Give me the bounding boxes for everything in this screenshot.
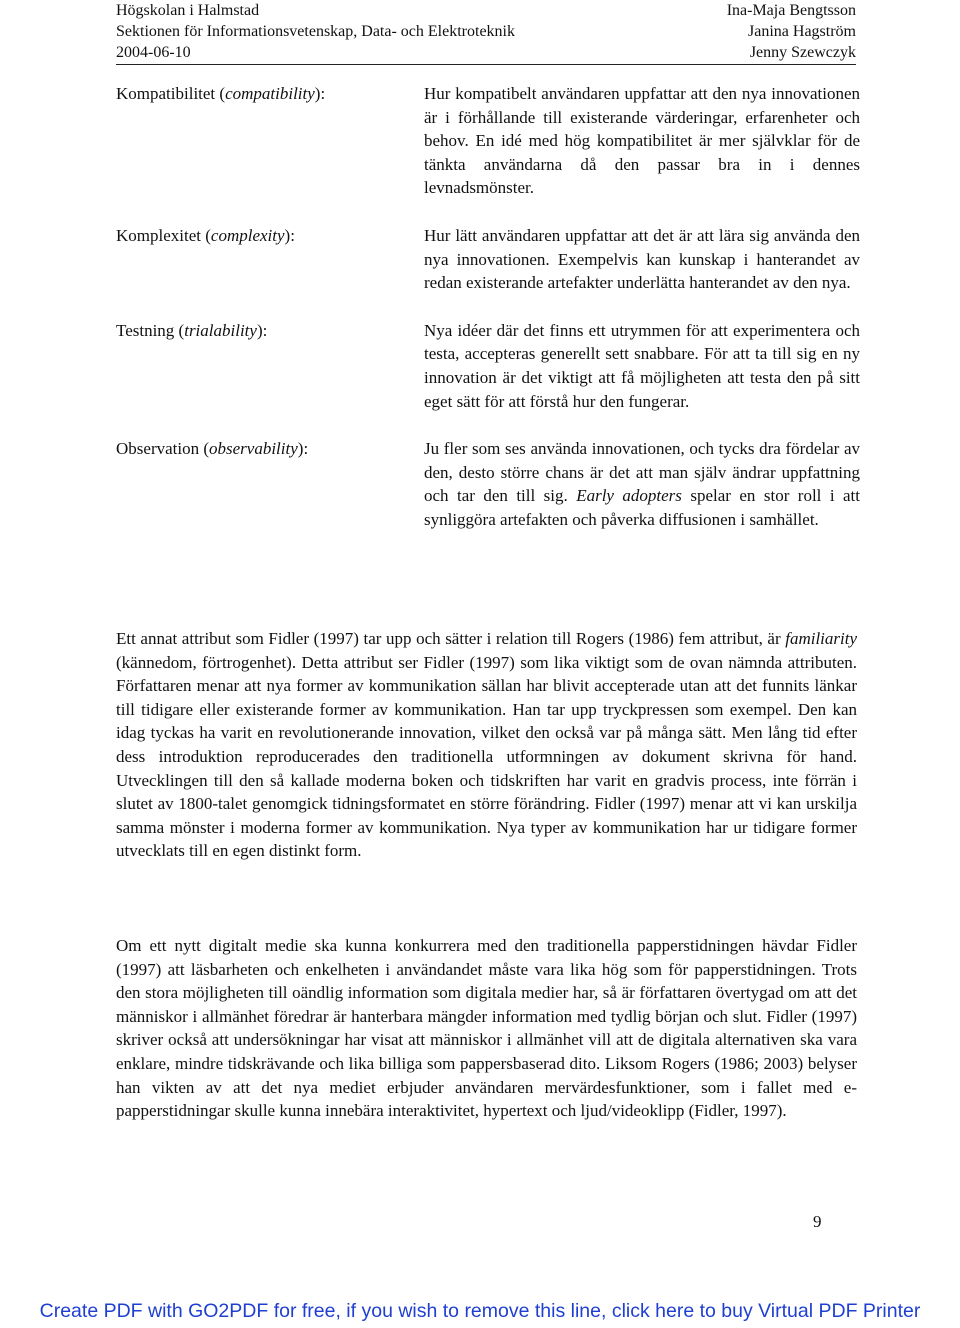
go2pdf-footer-link[interactable]: Create PDF with GO2PDF for free, if you wish to remove this line, click here to buy Virtual PDF Printer — [39, 1300, 921, 1322]
term-definition: Nya idéer där det finns ett utrymmen för att experimentera och testa, accepteras generellt sett snabbare. För att ta till sig en ny innovation är det viktigt att få möjligheten att testa den på sitt eget sätt för att förstå hur den fungerar. — [424, 320, 860, 411]
header-university: Högskolan i Halmstad — [116, 2, 260, 19]
term-compatibility — [116, 82, 860, 200]
header-author-2: Janina Hagström — [748, 23, 856, 40]
header-right — [727, 0, 856, 63]
term-trialability — [116, 319, 860, 413]
page-header — [116, 0, 856, 65]
term-observability — [116, 437, 860, 531]
paragraph-familiarity: Ett annat attribut som Fidler (1997) tar upp och sätter i relation till Rogers (1986) fem attribut, är familiarity (kännedom, förtrogenhet). Detta attribut ser Fidler (1997) som lika viktigt som de ovan nämnda attributen. Författaren menar att nya former av kommunikation sällan har blivit accepterade utan att det funnits länkar till tidigare eller existerande former av kommunikation. Han tar upp tryckpressen som exempel. Den kan idag tyckas ha varit en revolutionerande innovation, vilket den också var på många sätt. Men lång tid efter dess introduktion reproducerades den traditionella utformningen av dokument skrivna för hand. Utvecklingen till den så kallade moderna boken och tidskriften har varit en gradvis process, inte förrän i slutet av 1800-talet genomgick tidningsformatet en större förändring. Fidler (1997) menar att vi kan urskilja samma mönster i moderna former av kommunikation. Nya typer av kommunikation har ur tidigare former utvecklats till en egen distinkt form. — [116, 629, 857, 861]
paragraph-digital-media: Om ett nytt digitalt medie ska kunna konkurrera med den traditionella papperstidningen hävdar Fidler (1997) att läsbarheten och enkelheten i användandet måste vara lika hög som för papperstidningen. Trots den stora möjligheten till oändlig information som digitala medier har, så är författaren övertygad om att det människor i allmänhet föredrar är hanterbara mängder information med tydlig början och slut. Fidler (1997) skriver också att undersökningar har visat att människor i allmänhet vill att de digitala alternativen ska vara enklare, mindre tidskrävande och lika billiga som pappersbaserad dito. Liksom Rogers (1986; 2003) belyser han vikten av att det nya mediet erbjuder användaren mervärdesfunktioner, som i fallet med e-papperstidningar skulle kunna innebära interaktivitet, hypertext och ljud/videoklipp (Fidler, 1997). — [116, 936, 857, 1121]
header-left — [116, 0, 515, 63]
page-number: 9 — [813, 1212, 822, 1231]
term-label: Observation (observability): — [116, 439, 309, 459]
header-author-3: Jenny Szewczyk — [749, 44, 856, 61]
term-complexity — [116, 224, 860, 295]
header-date: 2004-06-10 — [116, 44, 191, 61]
header-author-1: Ina-Maja Bengtsson — [726, 2, 856, 19]
header-section: Sektionen för Informationsvetenskap, Data- och Elektroteknik — [116, 23, 515, 40]
term-definition: Ju fler som ses använda innovationen, och tycks dra fördelar av den, desto större chans är det att man själv ändrar uppfattning och tar den till sig. Early adopters spelar en stor roll i att synliggöra artefakten och påverka diffusionen i samhället. — [424, 439, 860, 529]
term-definition: Hur lätt användaren uppfattar att det är att lära sig använda den nya innovationen. Exempelvis kan kunskap i hanterandet av redan existerande artefakter underlätta hanterandet av den nya. — [424, 225, 860, 293]
term-label: Komplexitet (complexity): — [116, 225, 295, 245]
term-label: Testning (trialability): — [116, 320, 268, 340]
term-definition: Hur kompatibelt användaren uppfattar att den nya innovationen är i förhållande till existerande värderingar, erfarenheter och behov. En idé med hög kompatibilitet är mer självklar för de tänkta användarna då den passar bra in i dennes levnadsmönster. — [424, 84, 860, 198]
attribute-list — [116, 82, 860, 556]
term-label: Kompatibilitet (compatibility): — [116, 84, 326, 103]
